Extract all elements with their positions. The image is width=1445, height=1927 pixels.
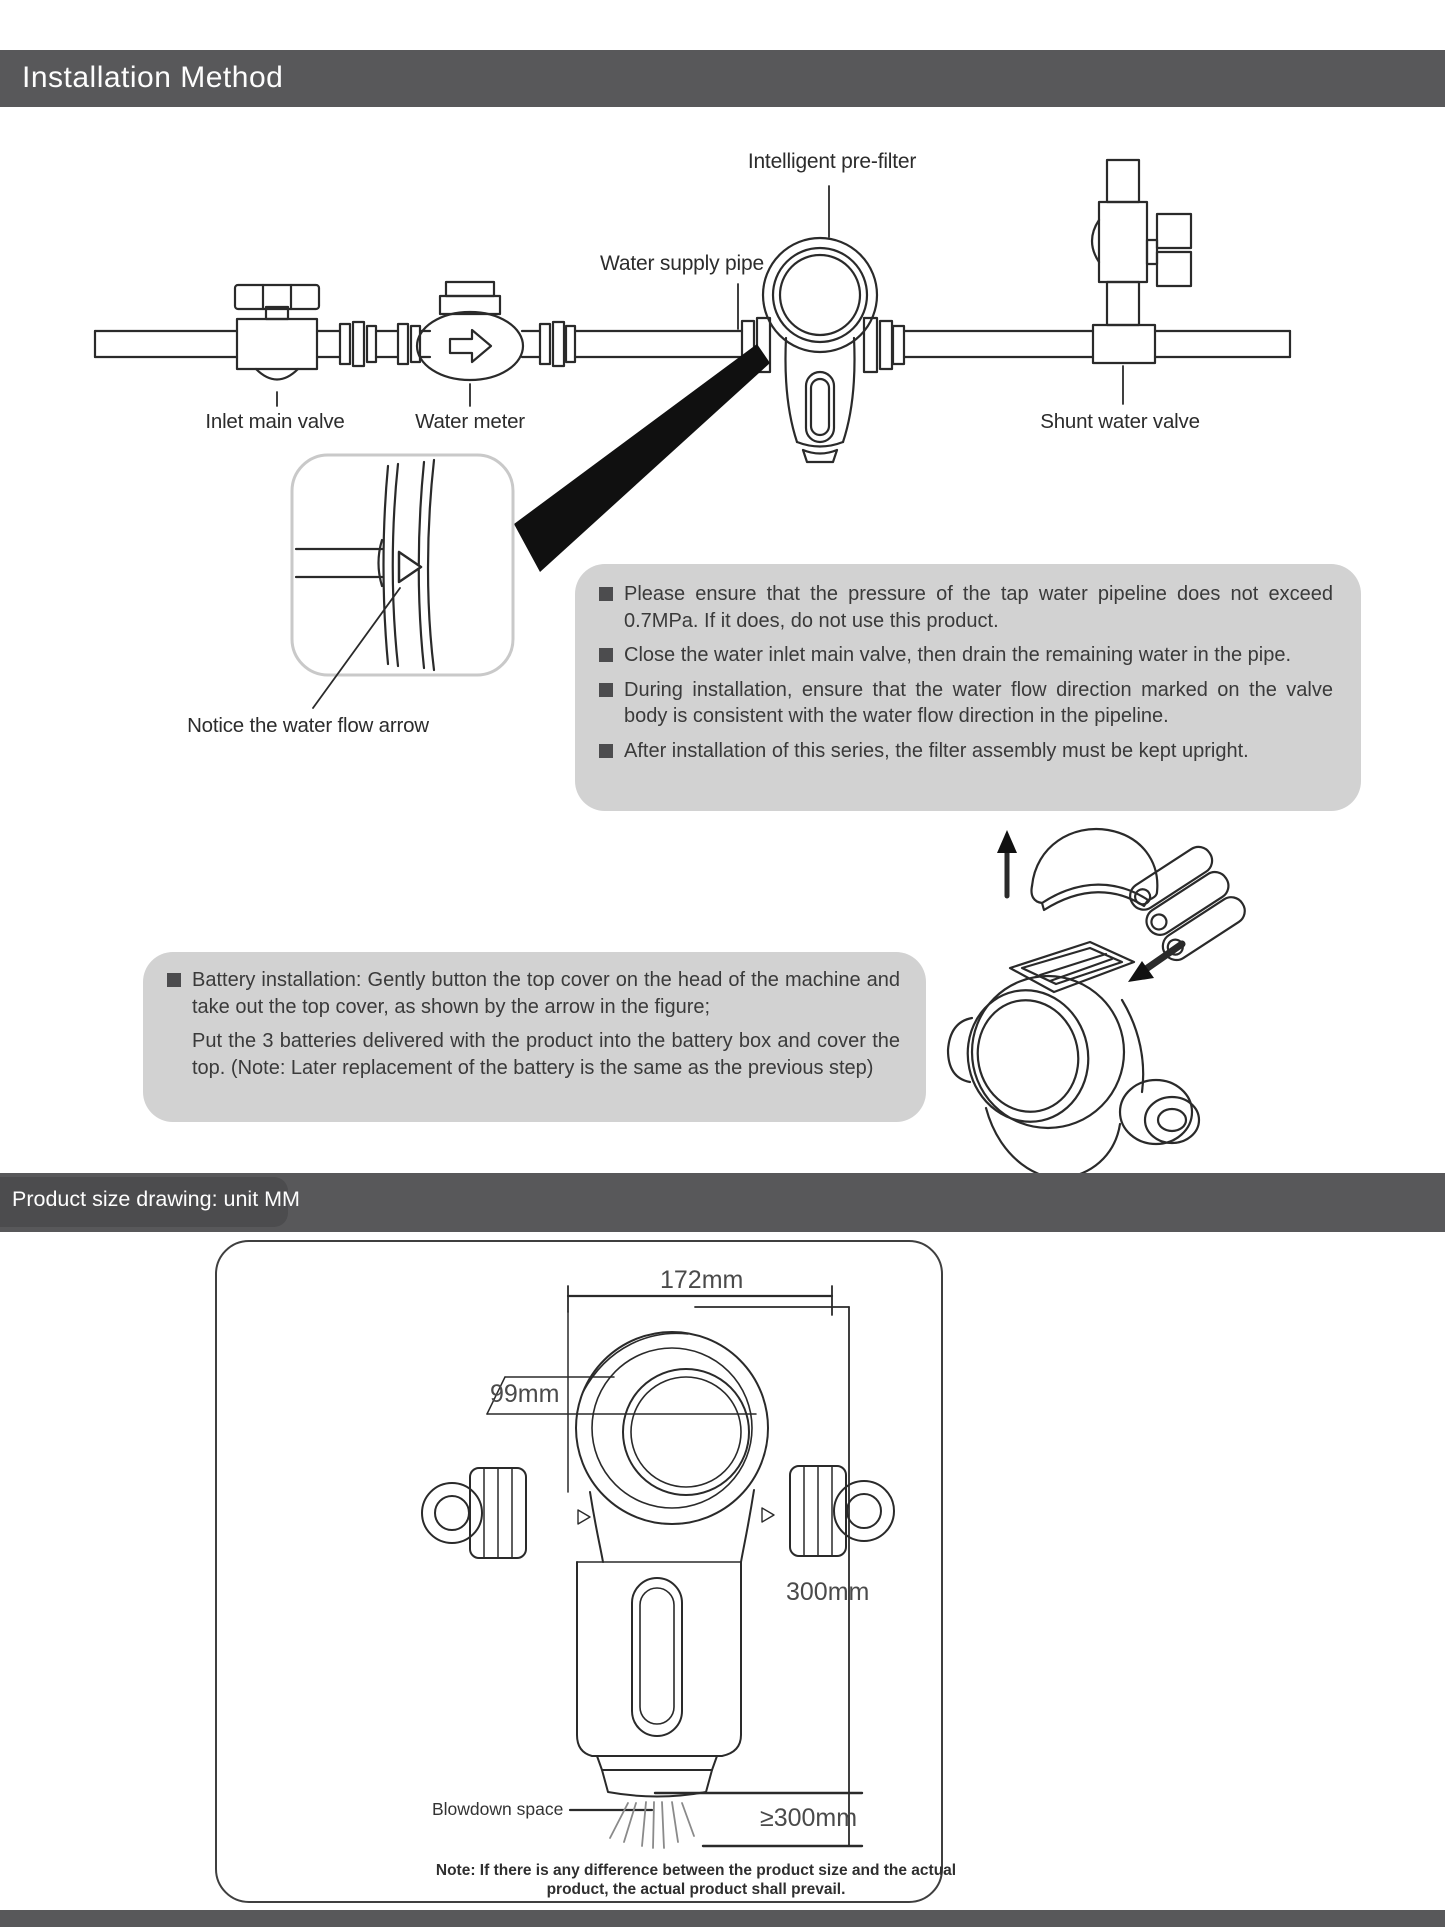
label-shunt-water-valve: Shunt water valve [1040,410,1200,433]
precaution-text: During installation, ensure that the water flow direction marked on the valve body is consistent with the water flow direction in the pipeline. [624,678,1333,728]
square-bullet-icon [599,648,613,662]
flow-detail-inset [292,455,513,708]
size-drawing-banner [0,1173,1445,1232]
label-water-meter: Water meter [415,410,525,433]
battery-instructions-box [143,952,926,1122]
precaution-item [599,581,1333,634]
up-arrow-icon [997,830,1017,896]
battery-removal-figure [948,829,1250,1178]
battery-instruction-text2: Put the 3 batteries delivered with the product into the battery box and cover the top. (Note: Later replacement of the battery is the same as the previous step) [192,1030,900,1079]
size-note [420,1862,972,1900]
size-note-line1: Note: If there is any difference between the product size and the actual [435,1862,957,1879]
dim-width-label: 172mm [660,1266,744,1294]
dim-offset-label: 99mm [490,1380,560,1408]
insert-arrow-icon [1128,944,1182,982]
inlet-valve-figure [235,285,420,380]
precaution-item [599,738,1333,765]
precaution-text: Please ensure that the pressure of the tap water pipeline does not exceed 0.7MPa. If it does, do not use this product. [624,583,1333,632]
header-banner [0,50,1445,107]
label-leader-lines [277,186,1123,406]
page-title: Installation Method [22,61,284,94]
battery-instruction-item [167,967,900,1020]
size-note-line2: product, the actual product shall prevail. [546,1880,846,1898]
precautions-box [575,564,1361,811]
precaution-item [599,677,1333,730]
filter-head-figure [948,942,1199,1178]
size-banner-title: Product size drawing: unit MM [12,1187,300,1211]
label-water-supply-pipe: Water supply pipe [600,252,764,275]
square-bullet-icon [167,973,181,987]
dim-clearance-label: ≥300mm [760,1804,858,1832]
label-flow-arrow-note: Notice the water flow arrow [187,714,429,737]
square-bullet-icon [599,683,613,697]
precaution-text: After installation of this series, the filter assembly must be kept upright. [624,739,1249,762]
water-meter-figure [417,282,575,380]
shunt-valve-figure [1092,160,1191,363]
battery-instruction-text: Battery installation: Gently button the top cover on the head of the machine and take out the top cover, as shown by the arrow in the figure; [192,969,900,1018]
square-bullet-icon [599,744,613,758]
precaution-item [599,642,1333,669]
blowdown-space-label: Blowdown space [432,1799,564,1819]
pre-filter-figure [742,238,904,462]
label-inlet-main-valve: Inlet main valve [205,410,345,433]
flow-direction-cone [514,344,770,572]
batteries-figure [1125,842,1250,965]
precaution-text: Close the water inlet main valve, then drain the remaining water in the pipe. [624,644,1292,667]
top-cover-figure [1031,829,1157,910]
label-intelligent-pre-filter: Intelligent pre-filter [747,150,917,173]
bottom-bar [0,1910,1445,1927]
dim-height-label: 300mm [786,1578,870,1606]
main-pipe-figure [95,331,1290,357]
square-bullet-icon [599,587,613,601]
